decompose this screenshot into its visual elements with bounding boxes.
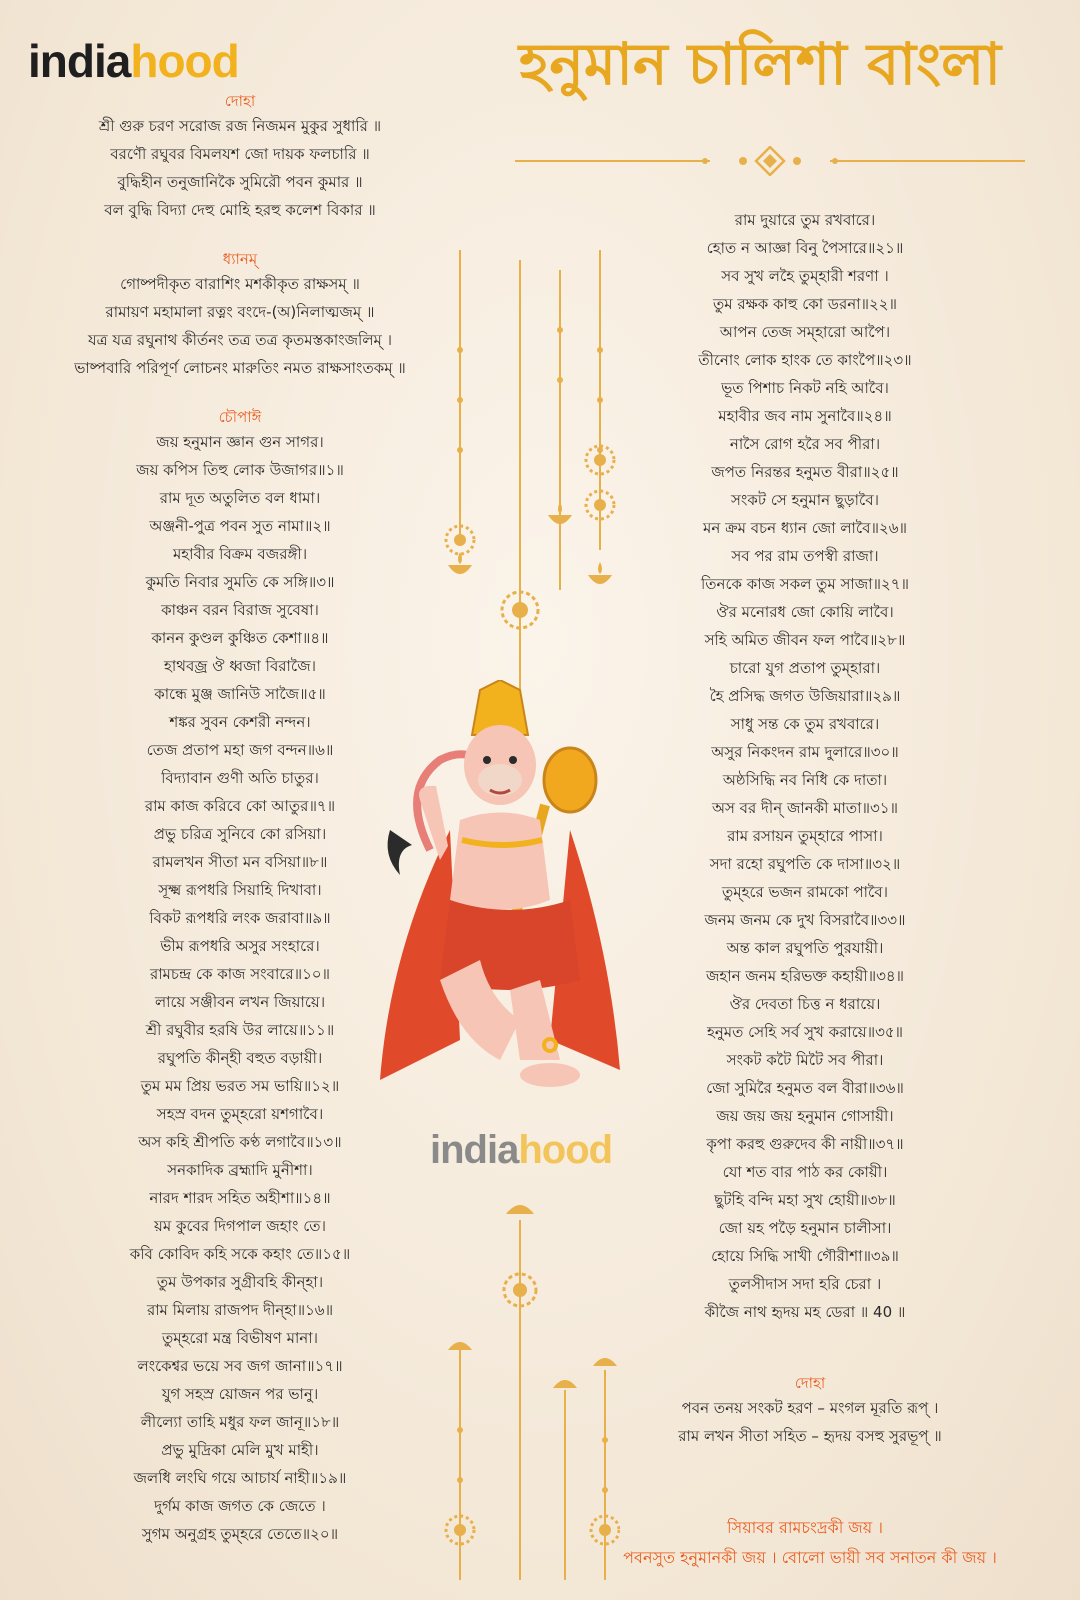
jay-line-2: পবনসুত হনুমানকী জয় । বোলো ভায়ী সব সনাতন কী জয় । <box>623 1548 997 1567</box>
verse-line: হৈ প্রসিদ্ধ জগত উজিয়ারা॥২৯॥ <box>709 687 901 705</box>
verse-line: কুমতি নিবার সুমতি কে সঙ্গি॥৩॥ <box>145 573 335 591</box>
verse-line: তুম উপকার সুগ্রীবহি কীন্হা। <box>156 1273 324 1291</box>
verse-line: কান্ধে মুঞ্জ জানিউ সাজৈ॥৫॥ <box>154 685 326 703</box>
verse-line: বুদ্ধিহীন তনুজানিকৈ সুমিরৌ পবন কুমার ॥ <box>117 173 363 191</box>
verse-line: জো সুমিরৈ হনুমত বল বীরা॥৩৬॥ <box>706 1079 904 1097</box>
verse-line: যুগ সহস্র য়োজন পর ভানু। <box>161 1385 319 1403</box>
verse-line: পবন তনয় সংকট হরণ – মংগল মূরতি রূপ্ । <box>681 1399 939 1417</box>
verse-line: রামলখন সীতা মন বসিয়া॥৮॥ <box>152 853 328 871</box>
verse-line: লংকেশ্বর ভয়ে সব জগ জানা॥১৭॥ <box>137 1357 343 1375</box>
hanuman-illustration <box>370 680 640 1100</box>
verse-line: নারদ শারদ সহিত অহীশা॥১৪॥ <box>149 1189 331 1207</box>
doha-bottom <box>610 1372 1010 1450</box>
verse-line: য়ম কুবের দিগপাল জহাং তে। <box>154 1217 326 1235</box>
verse-line: হাথবজ্র ঔ ধ্বজা বিরাজৈ। <box>164 657 316 675</box>
verse-line: লীল্যো তাহি মধুর ফল জানূ॥১৮॥ <box>140 1413 340 1431</box>
verse-line: জপত নিরন্তর হনুমত বীরা॥২৫॥ <box>711 463 899 481</box>
verse-line: ভীম রূপধরি অসুর সংহারে। <box>160 937 320 955</box>
verse-line: ঔর দেবতা চিত্ত ন ধরায়ে। <box>729 995 881 1013</box>
verse-line: প্রভু মুদ্রিকা মেলি মুখ মাহী। <box>161 1441 319 1459</box>
verse-line: সনকাদিক ব্রহ্মাদি মুনীশা। <box>167 1161 313 1179</box>
verse-line: যত্র যত্র রঘুনাথ কীর্তনং তত্র তত্র কৃতমস্তকাংজলিম্ । <box>88 331 392 349</box>
verse-line: গোষ্পদীকৃত বারাশিং মশকীকৃত রাক্ষসম্ ॥ <box>120 275 360 293</box>
dhyanam-title: ধ্যানম্ <box>222 250 258 268</box>
mandala-ornament-icon <box>446 446 614 628</box>
verse-line: জো য়হ পড়ৈ হনুমান চালীসা। <box>718 1219 892 1237</box>
verse-line: তেজ প্রতাপ মহা জগ বন্দন॥৬॥ <box>146 741 334 759</box>
verse-line: সূক্ষ্ম রূপধরি সিয়াহি দিখাবা। <box>158 881 322 899</box>
verse-line: বল বুদ্ধি বিদ্যা দেহু মোহি হরহু কলেশ বিকার ॥ <box>104 201 376 219</box>
verse-line: অন্ত কাল রঘুপতি পুরযায়ী। <box>726 939 884 957</box>
verse-line: জনম জনম কে দুখ বিসরাবৈ॥৩৩॥ <box>704 911 906 929</box>
verse-line: জয় কপিস তিহু লোক উজাগর॥১॥ <box>136 461 344 479</box>
verse-line: ঔর মনোরধ জো কোয়ি লাবৈ। <box>716 603 894 621</box>
verse-line: রাম দুয়ারে তুম রখবারে। <box>734 211 876 229</box>
chaupai-right-lines <box>600 206 1010 1326</box>
doha-top-lines <box>20 112 460 224</box>
verse-line: রামচন্দ্র কে কাজ সংবারে॥১০॥ <box>149 965 331 983</box>
verse-line: তুম রক্ষক কাহু কো ডরনা॥২২॥ <box>713 295 897 313</box>
verse-line: মন ক্রম বচন ধ্যান জো লাবৈ॥২৬॥ <box>703 519 907 537</box>
verse-line: রাম কাজ করিবে কো আতুর॥৭॥ <box>144 797 336 815</box>
verse-line: সাধু সন্ত কে তুম রখবারে। <box>730 715 880 733</box>
verse-line: তুম্হরো মন্ত্র বিভীষণ মানা। <box>162 1329 318 1347</box>
verse-line: রাম লখন সীতা সহিত – হৃদয় বসহু সুরভূপ্ ॥ <box>678 1427 942 1445</box>
verse-line: রামায়ণ মহামালা রত্নং বংদে-(অ)নিলাত্মজম্ ॥ <box>105 303 375 321</box>
verse-line: কানন কুণ্ডল কুঞ্চিত কেশা॥৪॥ <box>151 629 329 647</box>
verse-line: অসুর নিকংদন রাম দুলারে॥৩০॥ <box>711 743 899 761</box>
verse-line: লায়ে সঞ্জীবন লখন জিয়ায়ে। <box>154 993 326 1011</box>
chaupai-title: চৌপাঈ <box>218 408 262 426</box>
verse-line: বিদ্যাবান গুণী অতি চাতুর। <box>161 769 319 787</box>
verse-line: তিনকে কাজ সকল তুম সাজা॥২৭॥ <box>700 575 910 593</box>
dhyanam-lines <box>20 270 460 382</box>
bottom-hanging-decor <box>440 1200 620 1580</box>
verse-line: মহাবীর জব নাম সুনাবৈ॥২৪॥ <box>718 407 892 425</box>
verse-line: রাম রসায়ন তুম্হারে পাসা। <box>727 827 883 845</box>
verse-line: সংকট কটৈ মিটৈ সব পীরা। <box>726 1051 884 1069</box>
center-brand-logo <box>430 1128 612 1173</box>
doha-top-title: দোহা <box>224 92 256 110</box>
verse-line: হোত ন আজ্ঞা বিনু পৈসারে॥২১॥ <box>706 239 904 257</box>
verse-line: ছুটহি বন্দি মহা সুখ হোয়ী॥৩৮॥ <box>714 1191 896 1209</box>
verse-line: অষ্ঠসিদ্ধি নব নিধি কে দাতা। <box>722 771 888 789</box>
verse-line: যো শত বার পাঠ কর কোয়ী। <box>722 1163 888 1181</box>
verse-line: কাঞ্চন বরন বিরাজ সুবেষা। <box>161 601 319 619</box>
verse-line: প্রভু চরিত্র সুনিবে কো রসিয়া। <box>153 825 327 843</box>
right-column <box>600 206 1010 1326</box>
verse-line: মহাবীর বিক্রম বজরঙ্গী। <box>172 545 308 563</box>
verse-line: হোয়ে সিদ্ধি সাখী গৌরীশা॥৩৯॥ <box>711 1247 899 1265</box>
doha-bottom-title: দোহা <box>794 1374 826 1392</box>
verse-line: সব পর রাম তপস্বী রাজা। <box>731 547 879 565</box>
verse-line: তুলসীদাস সদা হরি চেরা । <box>728 1275 882 1293</box>
verse-line: কীজৈ নাথ হৃদয় মহ ডেরা ॥ 40 ॥ <box>704 1303 906 1321</box>
brand-part2: hood <box>130 35 239 87</box>
verse-line: সদা রহো রঘুপতি কে দাসা॥৩২॥ <box>709 855 901 873</box>
verse-line: চারো যুগ প্রতাপ তুম্হারা। <box>729 659 881 677</box>
verse-line: রঘুপতি কীন্হী বহুত বড়ায়ী। <box>157 1049 323 1067</box>
jay-line-1: সিয়াবর রামচংদ্রকী জয় । <box>727 1518 883 1537</box>
verse-line: তীনোং লোক হাংক তে কাংপৈ॥২৩॥ <box>698 351 912 369</box>
verse-line: শ্রী রঘুবীর হরষি উর লায়ে॥১১॥ <box>145 1021 335 1039</box>
verse-line: সহস্র বদন তুম্হরো য়শগাবৈ। <box>156 1105 324 1123</box>
verse-line: দুর্গম কাজ জগত কে জেতে । <box>154 1497 326 1515</box>
title-divider-ornament <box>515 146 1025 176</box>
verse-line: অস কহি শ্রীপতি কণ্ঠ লগাবৈ॥১৩॥ <box>138 1133 342 1151</box>
verse-line: অঞ্জনী-পুত্র পবন সুত নামা॥২॥ <box>149 517 331 535</box>
verse-line: বরণৌ রঘুবর বিমলযশ জো দায়ক ফলচারি ॥ <box>110 145 370 163</box>
verse-line: ভূত পিশাচ নিকট নহি আবৈ। <box>721 379 889 397</box>
verse-line: কৃপা করহু গুরুদেব কী নায়ী॥৩৭॥ <box>706 1135 904 1153</box>
brand-logo <box>28 34 239 88</box>
verse-line: কবি কোবিদ কহি সকে কহাং তে॥১৫॥ <box>129 1245 351 1263</box>
verse-line: রাম মিলায় রাজপদ দীন্হা॥১৬॥ <box>146 1301 334 1319</box>
hanging-diya-icon <box>440 250 620 700</box>
verse-line: শ্রী গুরু চরণ সরোজ রজ নিজমন মুকুর সুধারি ॥ <box>98 117 382 135</box>
verse-line: জলধি লংঘি গয়ে আচার্য নাহী॥১৯॥ <box>133 1469 347 1487</box>
verse-line: ভাষ্পবারি পরিপূর্ণ লোচনং মারুতিং নমত রাক্ষসাংতকম্ ॥ <box>74 359 406 377</box>
verse-line: সহি অমিত জীবন ফল পাবৈ॥২৮॥ <box>704 631 906 649</box>
verse-line: সব সুখ লহৈ তুম্হারী শরণা । <box>721 267 889 285</box>
verse-line: সংকট সে হনুমান ছুড়াবৈ। <box>731 491 879 509</box>
verse-line: জহান জনম হরিভক্ত কহায়ী॥৩৪॥ <box>705 967 905 985</box>
page-title: হনুমান চালিশা বাংলা <box>518 30 1002 98</box>
verse-line: নাসৈ রোগ হরৈ সব পীরা। <box>729 435 881 453</box>
verse-line: বিকট রূপধরি লংক জরাবা॥৯॥ <box>149 909 331 927</box>
verse-line: শঙ্কর সুবন কেশরী নন্দন। <box>169 713 311 731</box>
center-brand-part1: india <box>430 1128 519 1172</box>
verse-line: জয় হনুমান জ্ঞান গুন সাগর। <box>156 433 324 451</box>
verse-line: রাম দূত অতুলিত বল ধামা। <box>159 489 321 507</box>
verse-line: সুগম অনুগ্রহ তুম্হরে তেতে॥২০॥ <box>141 1525 339 1543</box>
verse-line: তুম্হরে ভজন রামকো পাবৈ। <box>722 883 888 901</box>
verse-line: জয় জয় জয় হনুমান গোসায়ী। <box>716 1107 894 1125</box>
doha-bottom-lines <box>610 1394 1010 1450</box>
verse-line: অস বর দীন্ জানকী মাতা॥৩১॥ <box>712 799 898 817</box>
center-brand-part2: hood <box>518 1128 613 1172</box>
verse-line: হনুমত সেহি সর্ব সুখ করায়ে॥৩৫॥ <box>706 1023 904 1041</box>
verse-line: আপন তেজ সম্হারো আপৈ। <box>719 323 891 341</box>
brand-part1: india <box>28 35 131 87</box>
verse-line: তুম মম প্রিয় ভরত সম ভায়ি॥১২॥ <box>140 1077 340 1095</box>
